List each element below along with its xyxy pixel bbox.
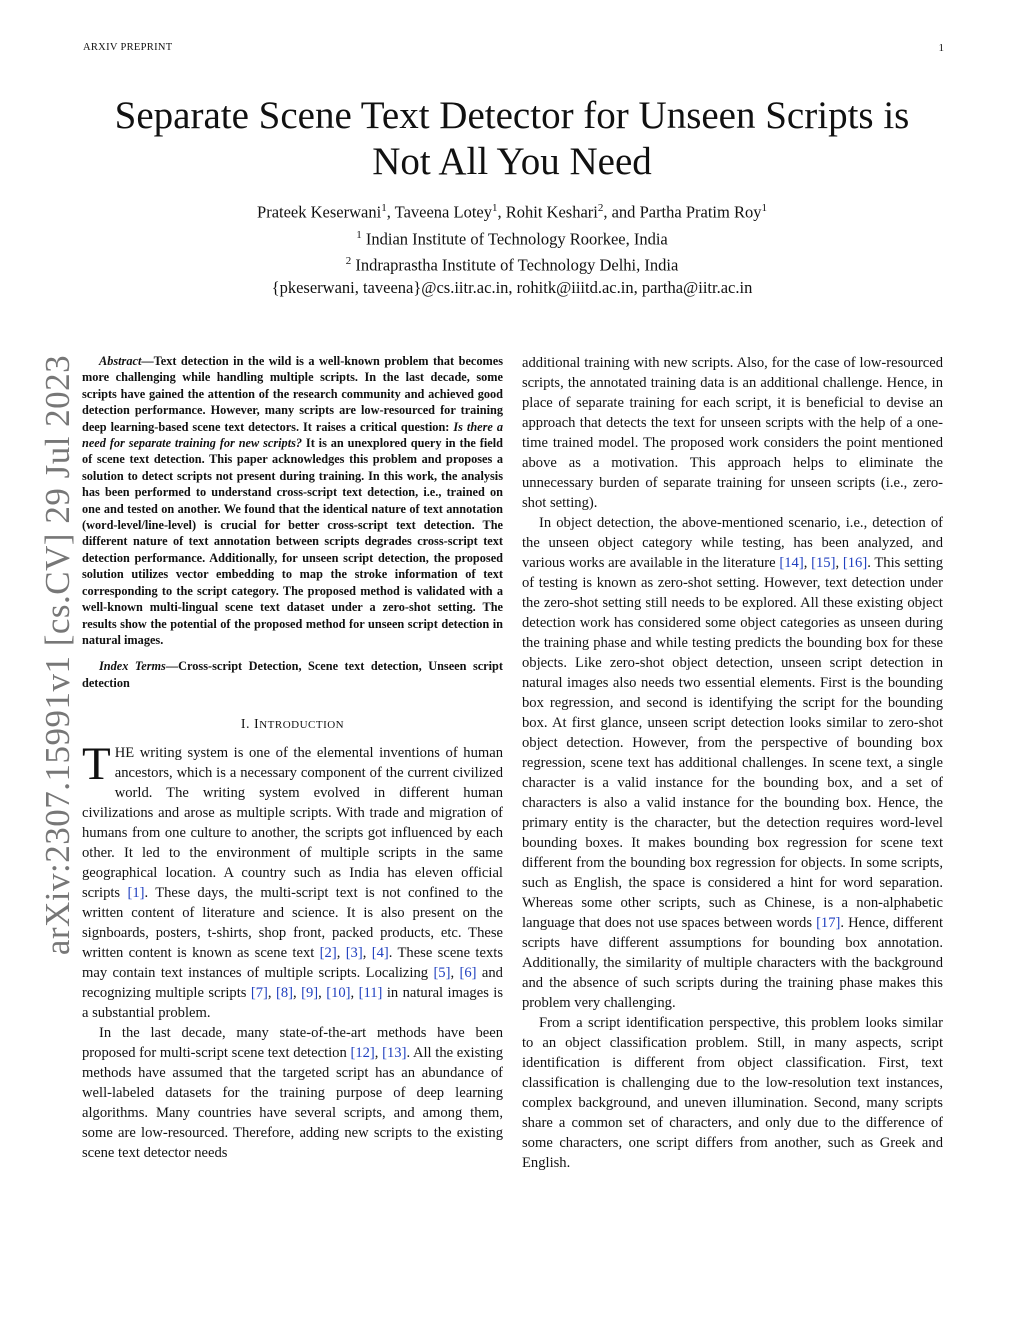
author-names: Prateek Keserwani$^1$, Taveena Lotey$^1$, Rohit Keshari$^2$, and Partha Pratim Roy$^1$: [257, 202, 767, 222]
drop-cap: T: [82, 738, 111, 791]
paper-title: [60, 93, 964, 185]
arxiv-side-stamp: arXiv:2307.15991v1 [cs.CV] 29 Jul 2023: [38, 354, 77, 956]
citation-link[interactable]: [4]: [371, 945, 389, 962]
author-name: Rohit Keshari: [505, 202, 598, 222]
affiliation-mark: 2: [597, 202, 604, 214]
running-header: ARXIV PREPRINT: [83, 42, 173, 53]
citation-link[interactable]: [15]: [811, 555, 836, 571]
page-number: 1: [938, 42, 944, 54]
citation-link[interactable]: [3]: [345, 945, 363, 962]
intro-paragraph-1: THE writing system is one of the elemental inventions of human ancestors, which is a necessary component of the current civilized world. The writing system evolved in different human civilizations and arose as multiple scripts. With trade and migration of humans from one culture to another, the scripts got influenced by each other. It led to the environment of multiple scripts in the same geographical location. A country such as India has eleven official scripts [1]. These days, the multi-script text is not confined to the written content of literature and science. It is also present on the signboards, posters, t-shirts, shop front, packed products, etc. These written content is known as scene text [2], [3], [4]. These scene texts may contain text instances of multiple scripts. Localizing [5], [6] and recognizing multiple scripts [7], [8], [9], [10], [11] in natural images is a substantial problem.: [82, 738, 504, 1022]
citation-link[interactable]: [12]: [350, 1045, 375, 1062]
citation-link[interactable]: [10]: [326, 985, 351, 1002]
affiliation-mark: 1: [381, 202, 387, 214]
section-heading-introduction: I. INTRODUCTION: [240, 717, 345, 733]
affiliation-1: $^1$ Indian Institute of Technology Roorkee, India: [356, 228, 668, 248]
abstract: Abstract—Text detection in the wild is a well-known problem that becomes more challenging while handling multiple scripts. In the last decade, some scripts have gained the attention of the research community and achieved good detection performance. However, many scripts are low-resourced for training deep learning-based scene text detectors. It raises a critical question: Is there a need for separate training for new scripts? It is an unexplored query in the field of scene text detection. This paper acknowledges this problem and proposes a solution to detect scripts not present during training. In this work, the analysis has been performed to understand cross-script text detection, i.e., trained on one and tested on another. We found that the identical nature of text annotation (word-level/line-level) is crucial for better cross-script text detection. The different nature of text annotation between scripts degrades cross-script text detection performance. Additionally, for unseen script detection, the proposed solution utilizes vector embedding to map the stroke information of text corresponding to the script category. The proposed method is validated with a well-known multi-lingual scene text dataset under a zero-shot setting. The results show the potential of the proposed method for unseen script detection in natural images.: [82, 354, 504, 647]
abstract-label: Abstract: [99, 354, 142, 368]
abstract-question: Is there a need for separate training for new scripts?: [82, 419, 504, 451]
author-block: [60, 197, 964, 299]
intro-paragraph-3: In object detection, the above-mentioned scenario, i.e., detection of the unseen object category while testing, has been analyzed, and various works are available in the literature [14], [15], [16]. This setting of testing is known as zero-shot setting. However, text detection under the zero-shot setting still needs to be explored. All these existing object detection work has considered some object categories as unseen during the training phase and while testing predicts the bounding box for these objects. Like zero-shot object detection, unseen script detection in natural images also needs two essential elements. First is the bounding box regression, and second is identifying the script for the bounding box. At first glance, unseen script detection looks similar to zero-shot object detection. However, from the perspective of bounding box regression, scene text has additional challenges. In scene text, a single character is a valid instance for the bounding box, and a set of characters is also a valid instance for the bounding box. Hence, the primary entity is the character, but the detection requires word-level bounding boxes. It makes bounding box regression for scene text different from the bounding box regression for objects. In some scripts, such as English, the space is considered a hint for word separation. Whereas some other scripts, such as Chinese, is a non-alphabetic language that does not use spaces between words [17]. Hence, different scripts have different assumptions for bounding box annotation. Additionally, the similarity of multiple characters with the background and the absence of such scripts during the training phase makes this problem very challenging.: [522, 515, 943, 1011]
index-terms: Index Terms—Cross-script Detection, Scene text detection, Unseen script detection: [82, 659, 503, 690]
citation-link[interactable]: [16]: [842, 555, 868, 571]
title-line-2: Not All You Need: [372, 140, 652, 183]
title-line-1: Separate Scene Text Detector for Unseen Scripts is: [114, 94, 910, 137]
author-name: Prateek Keserwani: [257, 202, 382, 222]
citation-link[interactable]: [8]: [276, 985, 294, 1002]
affiliation-mark: 1: [491, 202, 498, 214]
citation-link[interactable]: [1]: [127, 885, 145, 902]
author-name: Partha Pratim Roy: [639, 202, 762, 222]
intro-paragraph-4: From a script identification perspective, this problem looks similar to an object classification problem. Still, in many aspects, script identification is different from object classification. First, text classification is challenging due to the low-resolution text instances, complex background, and uneven illumination. Second, many scripts share a common set of characters, and only due to the difference of some characters, one script differs from another, such as Greek and English.: [522, 1015, 943, 1171]
right-column: [522, 353, 943, 1173]
citation-link[interactable]: [5]: [433, 965, 451, 982]
citation-link[interactable]: [7]: [250, 985, 268, 1002]
author-emails: {pkeserwani, taveena}@cs.iitr.ac.in, rohitk@iiitd.ac.in, partha@iitr.ac.in: [271, 277, 753, 297]
citation-link[interactable]: [9]: [301, 985, 319, 1002]
citation-link[interactable]: [13]: [382, 1045, 407, 1062]
citation-link[interactable]: [11]: [358, 985, 383, 1002]
intro-paragraph-2-cont: additional training with new scripts. Also, for the case of low-resourced scripts, the annotated training data is an additional challenge. Hence, in place of separate training for each script, it is beneficial to devise an approach that detects the text for unseen scripts with the help of a one-time trained model. The proposed work considers the point mentioned above as a motivation. This approach helps to eliminate the unnecessary burden of separate training for unseen scripts (i.e., zero-shot setting).: [522, 355, 943, 511]
citation-link[interactable]: [14]: [779, 555, 804, 571]
citation-link[interactable]: [6]: [459, 965, 477, 982]
citation-link[interactable]: [2]: [319, 945, 337, 962]
affiliation-2: $^2$ Indraprastha Institute of Technology Delhi, India: [345, 255, 679, 275]
intro-paragraph-2: In the last decade, many state-of-the-art methods have been proposed for multi-script scene text detection [12], [13]. All the existing methods have assumed that the targeted script has an abundance of well-labeled datasets for the training purpose of deep learning algorithms. Many countries have several scripts, and among them, some are low-resourced. Therefore, adding new scripts to the existing scene text detector needs: [82, 1025, 503, 1162]
citation-link[interactable]: [17]: [816, 915, 841, 931]
author-name: Taveena Lotey: [394, 202, 492, 222]
left-column: [82, 353, 503, 1163]
affiliation-mark: 1: [761, 202, 767, 214]
